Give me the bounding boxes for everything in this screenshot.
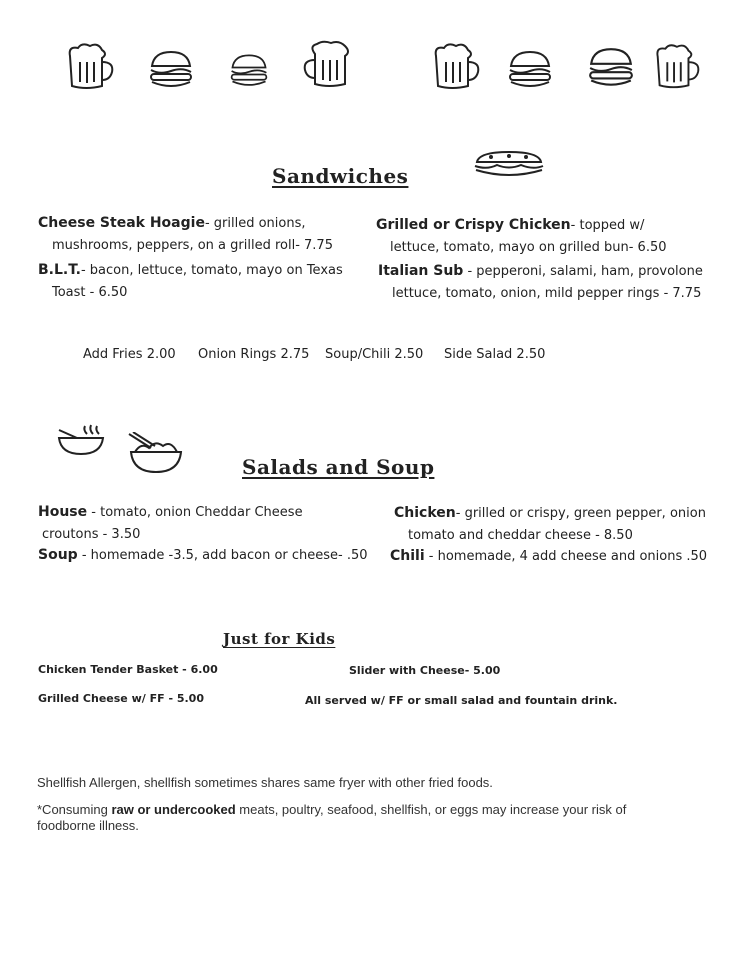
menu-item-soup	[38, 544, 378, 567]
item-desc: - bacon, lettuce, tomato, mayo on Texas	[80, 263, 343, 278]
item-desc: - pepperoni, salami, ham, provolone	[463, 264, 703, 279]
kids-served-note: All served w/ FF or small salad and fountain drink.	[305, 694, 618, 707]
item-desc: - topped w/	[570, 218, 645, 233]
item-name: House	[38, 504, 88, 520]
beer-mug-icon	[62, 42, 114, 92]
item-desc: - homemade, 4 add cheese and onions .50	[424, 549, 708, 564]
addon-onion-rings: Onion Rings 2.75	[198, 347, 310, 362]
kids-title: Just for Kids	[223, 630, 336, 648]
burger-icon	[507, 50, 553, 90]
burger-icon	[148, 50, 194, 90]
kids-item-slider: Slider with Cheese- 5.00	[349, 664, 501, 677]
warning-prefix: *Consuming	[37, 802, 112, 817]
kids-item-grilled-cheese: Grilled Cheese w/ FF - 5.00	[38, 692, 204, 705]
item-desc: - grilled onions,	[204, 216, 306, 231]
addon-fries: Add Fries 2.00	[83, 347, 176, 362]
item-desc-2: lettuce, tomato, mayo on grilled bun- 6.50	[390, 240, 667, 255]
menu-item-chili	[390, 545, 720, 568]
item-desc: - tomato, onion Cheddar Cheese	[87, 505, 303, 520]
addon-soup-chili: Soup/Chili 2.50	[325, 347, 424, 362]
menu-item-chicken-salad	[394, 502, 724, 547]
item-name: Chicken	[394, 505, 456, 521]
menu-item-chicken-sandwich	[376, 214, 716, 259]
item-desc-2: lettuce, tomato, onion, mild pepper rings - 7.75	[392, 286, 702, 301]
item-desc-2: Toast - 6.50	[52, 285, 128, 300]
salads-title: Salads and Soup	[242, 455, 435, 479]
sandwiches-title: Sandwiches	[272, 164, 409, 188]
burger-icon	[229, 52, 269, 90]
beer-mug-icon	[650, 42, 700, 92]
item-name: Cheese Steak Hoagie	[38, 215, 205, 231]
item-desc-2: mushrooms, peppers, on a grilled roll- 7.75	[52, 238, 333, 253]
menu-item-cheese-steak	[38, 212, 358, 257]
item-desc: - grilled or crispy, green pepper, onion	[455, 506, 706, 521]
sub-sandwich-icon	[471, 148, 547, 180]
item-name: Grilled or Crispy Chicken	[376, 217, 571, 233]
item-name: Soup	[38, 547, 78, 563]
warning-rest: meats, poultry, seafood, shellfish, or eggs may increase your risk of	[235, 802, 627, 817]
item-desc: - homemade -3.5, add bacon or cheese- .50	[77, 548, 368, 563]
burger-icon	[587, 45, 635, 91]
kids-item-chicken-tender: Chicken Tender Basket - 6.00	[38, 663, 218, 676]
menu-item-house-salad	[38, 501, 378, 546]
menu-item-italian-sub	[378, 260, 718, 305]
addon-side-salad: Side Salad 2.50	[444, 347, 546, 362]
item-desc-2: tomato and cheddar cheese - 8.50	[408, 528, 633, 543]
warning-bold: raw or undercooked	[111, 802, 236, 817]
item-name: Chili	[390, 548, 425, 564]
warning-line2: foodborne illness.	[37, 818, 139, 833]
beer-mug-icon	[303, 40, 355, 90]
soup-bowl-icon	[57, 422, 105, 458]
menu-item-blt	[38, 259, 358, 304]
consumption-warning	[37, 802, 717, 834]
item-name: B.L.T.	[38, 262, 81, 278]
salad-bowl-icon	[127, 432, 185, 476]
allergen-note: Shellfish Allergen, shellfish sometimes shares same fryer with other fried foods.	[37, 775, 493, 790]
item-desc-2: croutons - 3.50	[42, 527, 141, 542]
beer-mug-icon	[428, 42, 480, 92]
item-name: Italian Sub	[378, 263, 464, 279]
